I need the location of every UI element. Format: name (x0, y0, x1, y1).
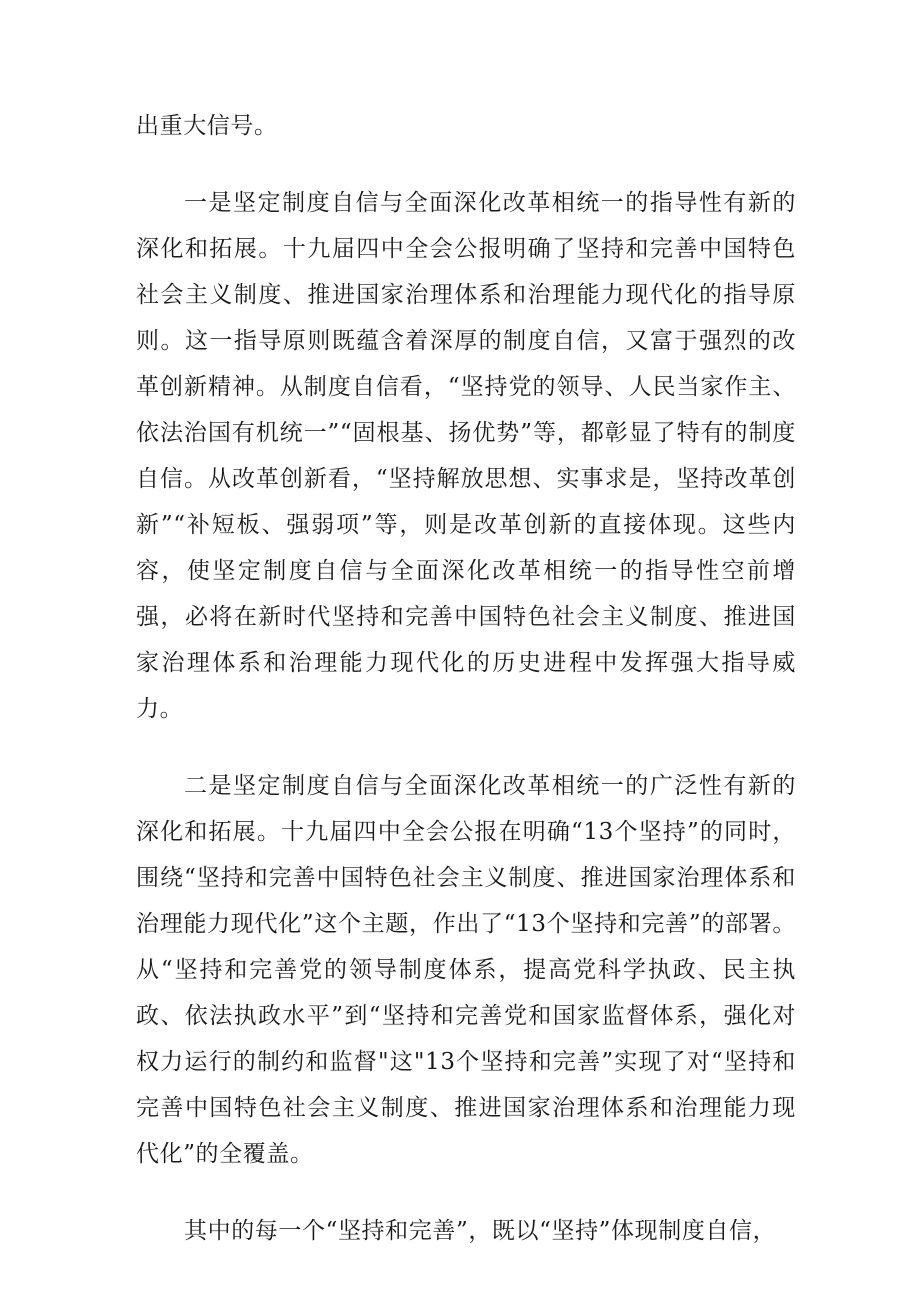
document-body (136, 103, 796, 1254)
paragraph-second-point: 二是坚定制度自信与全面深化改革相统一的广泛性有新的深化和拓展。十九届四中全会公报在明确“13个坚持”的同时，围绕“坚持和完善中国特色社会主义制度、推进国家治理体系和治理能力现代化”这个主题，作出了“13个坚持和完善”的部署。从“坚持和完善党的领导制度体系，提高党科学执政、民主执政、依法执政水平”到“坚持和完善党和国家监督体系，强化对权力运行的制约和监督"这"13个坚持和完善”实现了对“坚持和完善中国特色社会主义制度、推进国家治理体系和治理能力现代化”的全覆盖。 (136, 773, 796, 1167)
paragraph-first-point: 一是坚定制度自信与全面深化改革相统一的指导性有新的深化和拓展。十九届四中全会公报明确了坚持和完善中国特色社会主义制度、推进国家治理体系和治理能力现代化的指导原则。这一指导原则既蕴含着深厚的制度自信，又富于强烈的改革创新精神。从制度自信看，“坚持党的领导、人民当家作主、依法治国有机统一”“固根基、扬优势”等，都彰显了特有的制度自信。从改革创新看，“坚持解放思想、实事求是，坚持改革创新”“补短板、强弱项”等，则是改革创新的直接体现。这些内容，使坚定制度自信与全面深化改革相统一的指导性空前增强，必将在新时代坚持和完善中国特色社会主义制度、推进国家治理体系和治理能力现代化的历史进程中发挥强大指导威力。 (136, 190, 796, 722)
paragraph-following: 其中的每一个“坚持和完善”，既以“坚持”体现制度自信， (184, 1218, 777, 1244)
paragraph-continuation: 出重大信号。 (136, 113, 278, 139)
